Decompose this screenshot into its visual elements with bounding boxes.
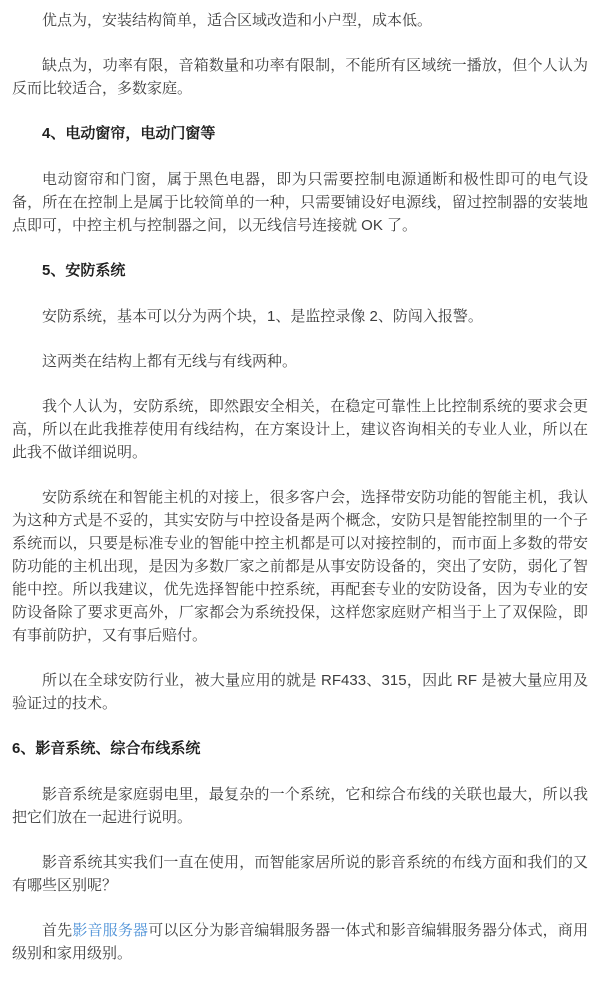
paragraph-security-host-advice: 安防系统在和智能主机的对接上，很多客户会，选择带安防功能的智能主机，我认为这种方式是不妥的，其实安防与中控设备是两个概念，安防只是智能控制里的一个子系统而以，只要是标准专业的智能中控主机都是可以对接控制的，而市面上多数的带安防功能的主机出现，是因为多数厂家之前都是从事安防设备的，突出了安防，弱化了智能中控。所以我建议，优先选择智能中控系统，再配套专业的安防设备，因为专业的安防设备除了要求更高外，厂家都会为系统投保，这样您家庭财产相当于上了双保险，即有事前防护，又有事后赔付。 (12, 489, 588, 644)
paragraph-av-intro: 影音系统是家庭弱电里，最复杂的一个系统，它和综合布线的关联也最大，所以我把它们放在一起进行说明。 (12, 786, 588, 826)
section-heading-4-curtains: 4、电动窗帘，电动门窗等 (42, 125, 216, 142)
paragraph-av-question: 影音系统其实我们一直在使用，而智能家居所说的影音系统的布线方面和我们的又有哪些区别呢？ (12, 854, 588, 894)
paragraph-text-suffix: 可以区分为影音编辑服务器一体式和影音编辑服务器分体式，商用级别和家用级别。 (12, 922, 588, 962)
paragraph-wired-wireless: 这两类在结构上都有无线与有线两种。 (42, 353, 298, 370)
section-heading-5-security: 5、安防系统 (42, 262, 126, 279)
paragraph-disadvantages: 缺点为，功率有限，音箱数量和功率有限制，不能所有区域统一播放，但个人认为反而比较适合，多数家庭。 (12, 57, 588, 97)
paragraph-advantages: 优点为，安装结构简单，适合区域改造和小户型，成本低。 (42, 12, 433, 29)
section-heading-6-av-cabling: 6、影音系统、综合布线系统 (12, 740, 201, 757)
paragraph-personal-opinion: 我个人认为，安防系统，即然跟安全相关，在稳定可靠性上比控制系统的要求会更高，所以在此我推荐使用有线结构，在方案设计上，建议咨询相关的专业人业，所以在此我不做详细说明。 (12, 398, 588, 461)
paragraph-security-types: 安防系统，基本可以分为两个块，1、是监控录像 2、防闯入报警。 (42, 308, 483, 325)
paragraph-rf-technology: 所以在全球安防行业，被大量应用的就是 RF433、315，因此 RF 是被大量应用及验证过的技术。 (12, 672, 588, 712)
paragraph-text-prefix: 首先 (42, 922, 73, 939)
paragraph-curtains-detail: 电动窗帘和门窗，属于黑色电器，即为只需要控制电源通断和极性即可的电气设备，所在在控制上是属于比较简单的一种，只需要铺设好电源线，留过控制器的安装地点即可，中控主机与控制器之间，以无线信号连接就 OK 了。 (12, 171, 588, 234)
paragraph-av-server (12, 919, 588, 965)
av-server-link[interactable]: 影音服务器 (72, 922, 149, 939)
